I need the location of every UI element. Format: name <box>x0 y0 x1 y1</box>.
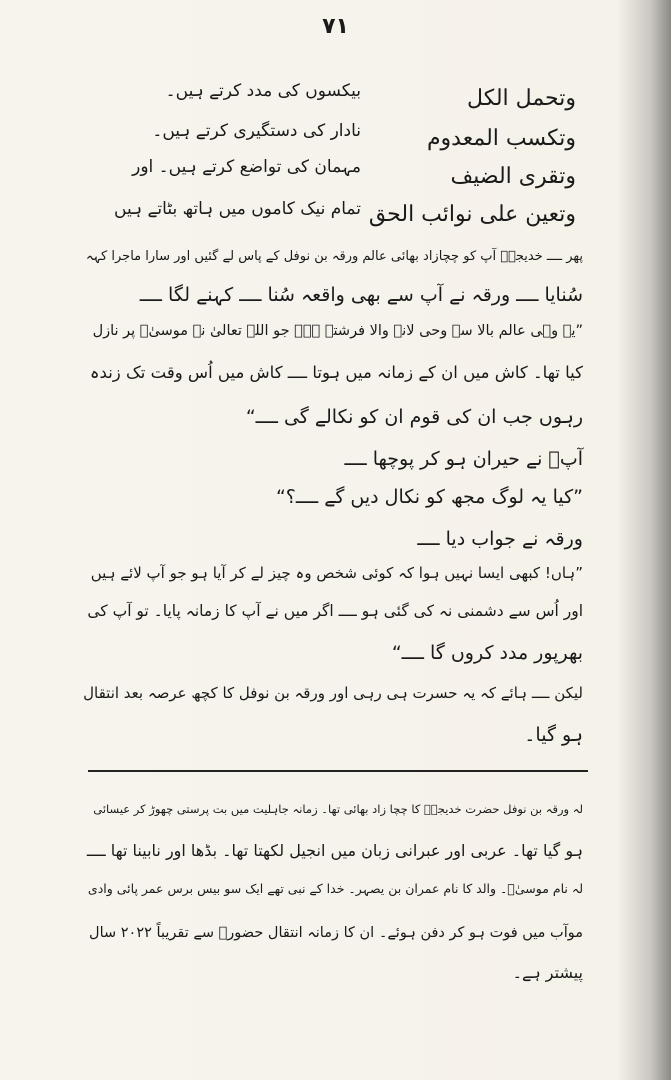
footnote-1-line-2: ہو گیا تھا۔ عربی اور عبرانی زبان میں انجیل لکھتا تھا۔ بڈھا اور نابینا تھا ــــ <box>86 841 583 860</box>
body-line-9: ”ہاں! کبھی ایسا نہیں ہوا کہ کوئی شخص وہ چیز لے کر آیا ہو جو آپ لائے ہیں <box>90 564 583 582</box>
body-line-2: سُنایا ــــ ورقہ نے آپ سے بھی واقعہ سُنا ــــ کہنے لگا ــــ <box>139 284 583 306</box>
verse-urdu-1: بیکسوں کی مدد کرتے ہیں۔ <box>165 81 361 101</box>
verse-arabic-3: وتقری الضیف <box>450 164 576 189</box>
body-line-13: ہو گیا۔ <box>524 724 583 746</box>
page-number: ۷۱ <box>322 14 349 39</box>
body-line-12: لیکن ــــ ہائے کہ یہ حسرت ہی رہی اور ورقہ بن نوفل کا کچھ عرصہ بعد انتقال <box>83 684 583 702</box>
body-line-7: ”کیا یہ لوگ مجھ کو نکال دیں گے ــــ؟“ <box>275 486 583 508</box>
verse-arabic-1: وتحمل الكل <box>467 86 576 111</box>
verse-urdu-4: تمام نیک کاموں میں ہاتھ بٹاتے ہیں <box>114 199 361 219</box>
footnote-divider <box>88 770 588 772</box>
body-line-8: ورقہ نے جواب دیا ــــ <box>417 528 583 550</box>
verse-urdu-2: نادار کی دستگیری کرتے ہیں۔ <box>152 121 361 141</box>
body-line-5: رہوں جب ان کی قوم ان کو نکالے گی ــــ“ <box>245 406 583 428</box>
footnote-2-line-3: پیشتر ہے۔ <box>512 963 583 982</box>
footnote-1-line-1: لہ ورقہ بن نوفل حضرت خدیجہؓ کا چچا زاد بھائی تھا۔ زمانہ جاہلیت میں بت پرستی چھوڑ کر عیسائی <box>93 802 583 816</box>
body-line-6: آپؐ نے حیران ہو کر پوچھا ــــ <box>344 448 583 470</box>
body-line-1: پھر ــــ خدیجہؓ آپ کو چچازاد بھائی عالم ورقہ بن نوفل کے پاس لے گئیں اور سارا ماجرا کہہ <box>85 249 583 264</box>
body-line-10: اور اُس سے دشمنی نہ کی گئی ہو ــــ اگر میں نے آپ کا زمانہ پایا۔ تو آپ کی <box>87 602 583 620</box>
verse-arabic-4: وتعین علی نوائب الحق <box>368 202 576 227</box>
footnote-2-line-1: لہ نام موسیٰؑ۔ والد کا نام عمران بن یصہر۔ خدا کے نبی تھے ایک سو بیس برس عمر پائی وادی <box>87 881 583 896</box>
body-line-3: ”یہ وہی عالم بالا سے وحی لانے والا فرشتہ ہے۔ جو اللہ تعالیٰ نے موسیٰؑ پر نازل <box>92 323 583 339</box>
body-line-4: کیا تھا۔ کاش میں ان کے زمانہ میں ہوتا ــــ کاش میں اُس وقت تک زندہ <box>89 363 583 382</box>
verse-urdu-3: مہمان کی تواضع کرتے ہیں۔ اور <box>132 157 361 177</box>
verse-arabic-2: وتکسب المعدوم <box>426 126 576 151</box>
body-line-11: بھرپور مدد کروں گا ــــ“ <box>391 642 583 664</box>
footnote-2-line-2: موآب میں فوت ہو کر دفن ہوئے۔ ان کا زمانہ انتقال حضورؐ سے تقریباً ۲۰۲۲ سال <box>89 925 583 941</box>
